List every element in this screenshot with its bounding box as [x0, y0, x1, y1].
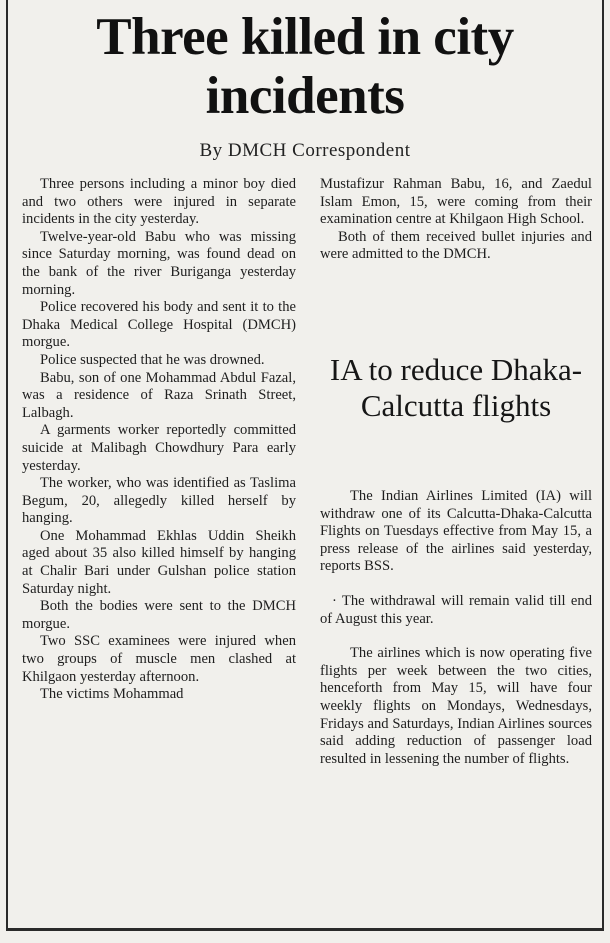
main-headline: Three killed in city incidents: [96, 8, 514, 125]
article-paragraph: The worker, who was identified as Taslima Begum, 20, allegedly killed herself by hanging.: [22, 475, 296, 527]
article-paragraph: Three persons including a minor boy died and two others were injured in separate incidents in the city yesterday.: [22, 176, 296, 228]
byline: By DMCH Correspondent: [199, 140, 411, 161]
main-article-right-column: [320, 176, 592, 264]
second-headline: IA to reduce Dhaka-Calcutta flights: [329, 352, 583, 423]
article-paragraph: Babu, son of one Mohammad Abdul Fazal, was a residence of Raza Srinath Street, Lalbagh.: [22, 369, 296, 421]
article-paragraph: The Indian Airlines Limited (IA) will withdraw one of its Calcutta-Dhaka-Calcutta Flights on Tuesdays effective from May 15, a press release of the airlines said yesterday, reports BSS.: [320, 488, 592, 575]
article-paragraph: Twelve-year-old Babu who was missing since Saturday morning, was found dead on the bank of the river Buriganga yesterday morning.: [22, 228, 296, 298]
article-paragraph: Both the bodies were sent to the DMCH morgue.: [22, 598, 296, 632]
article-paragraph: Police suspected that he was drowned.: [40, 351, 265, 368]
left-column-rule: [6, 0, 8, 930]
right-column-rule: [602, 0, 604, 930]
article-paragraph: Both of them received bullet injuries and were admitted to the DMCH.: [320, 228, 592, 263]
article-paragraph: The victims Mohammad: [40, 686, 184, 703]
article-paragraph: Two SSC examinees were injured when two groups of muscle men clashed at Khilgaon yesterday afternoon.: [22, 633, 296, 685]
article-paragraph: The airlines which is now operating five flights per week between the two cities, henceforth from May 15, will have four weekly flights on Mondays, Wednesdays, Fridays and Saturdays, Indian Airlines sources said adding reduction of passenger load resulted in lessening the number of flights.: [320, 645, 592, 767]
second-article-body: [320, 488, 592, 785]
article-paragraph: One Mohammad Ekhlas Uddin Sheikh aged about 35 also killed himself by hanging at Chalir Bari under Gulshan police station Saturday night.: [22, 527, 296, 597]
article-paragraph: Mustafizur Rahman Babu, 16, and Zaedul Islam Emon, 15, were coming from their examination centre at Khilgaon High School.: [320, 176, 592, 228]
article-paragraph: Police recovered his body and sent it to the Dhaka Medical College Hospital (DMCH) morgue.: [22, 299, 296, 351]
article-paragraph: · The withdrawal will remain valid till end of August this year.: [320, 592, 592, 627]
article-paragraph: A garments worker reportedly committed suicide at Malibagh Chowdhury Para early yesterday.: [22, 422, 296, 474]
bottom-rule: [6, 928, 604, 931]
main-article-left-column: [22, 176, 296, 704]
